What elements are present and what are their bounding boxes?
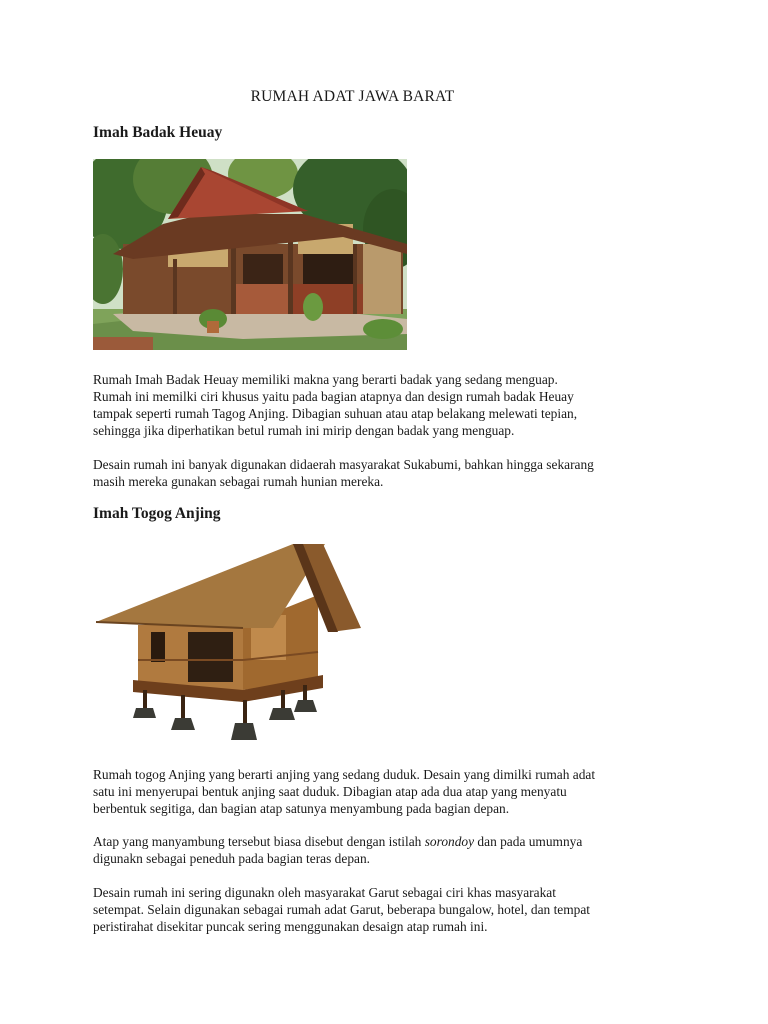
paragraph-togog-anjing-1: Rumah togog Anjing yang berarti anjing yang sedang duduk. Desain yang dimilki rumah adat satu ini menyerupai bentuk anjing saat duduk. Dibagian atap ada dua atap yang menyatu berbentuk segitiga, dan bagian atap satunya menyambung pada bagian depan. xyxy=(93,767,596,816)
section-heading-togog-anjing: Imah Togog Anjing xyxy=(93,505,221,522)
imah-badak-heuay-photo xyxy=(93,159,407,350)
paragraph-togog-anjing-3: Desain rumah ini sering digunakn oleh masyarakat Garut sebagai ciri khas masyarakat setempat. Selain digunakan sebagai rumah adat Garut, beberapa bungalow, hotel, dan tempat peristirahat disekitar puncak sering menggunakan desaign atap rumah ini. xyxy=(93,885,591,934)
imah-togog-anjing-photo xyxy=(93,540,363,745)
paragraph-togog-anjing-2: Atap yang manyambung tersebut biasa disebut dengan istilah sorondoy dan pada umumnya digunakn sebagai peneduh pada bagian teras depan. xyxy=(93,834,583,866)
paragraph-badak-heuay-1: Rumah Imah Badak Heuay memiliki makna yang berarti badak yang sedang menguap. Rumah ini memilki ciri khusus yaitu pada bagian atapnya dan design rumah badak Heuay tampak seperti rumah Tagog Anjing. Dibagian suhuan atau atap belakang melewati tepian, sehingga jika diperhatikan betul rumah ini mirip dengan badak yang menguap. xyxy=(93,372,578,438)
italic-term-sorondoy: sorondoy xyxy=(424,834,475,849)
section-heading-badak-heuay: Imah Badak Heuay xyxy=(93,124,223,141)
page-title: RUMAH ADAT JAWA BARAT xyxy=(250,88,455,105)
paragraph-badak-heuay-2: Desain rumah ini banyak digunakan didaerah masyarakat Sukabumi, bahkan hingga sekarang masih mereka gunakan sebagai rumah hunian mereka. xyxy=(93,457,594,489)
